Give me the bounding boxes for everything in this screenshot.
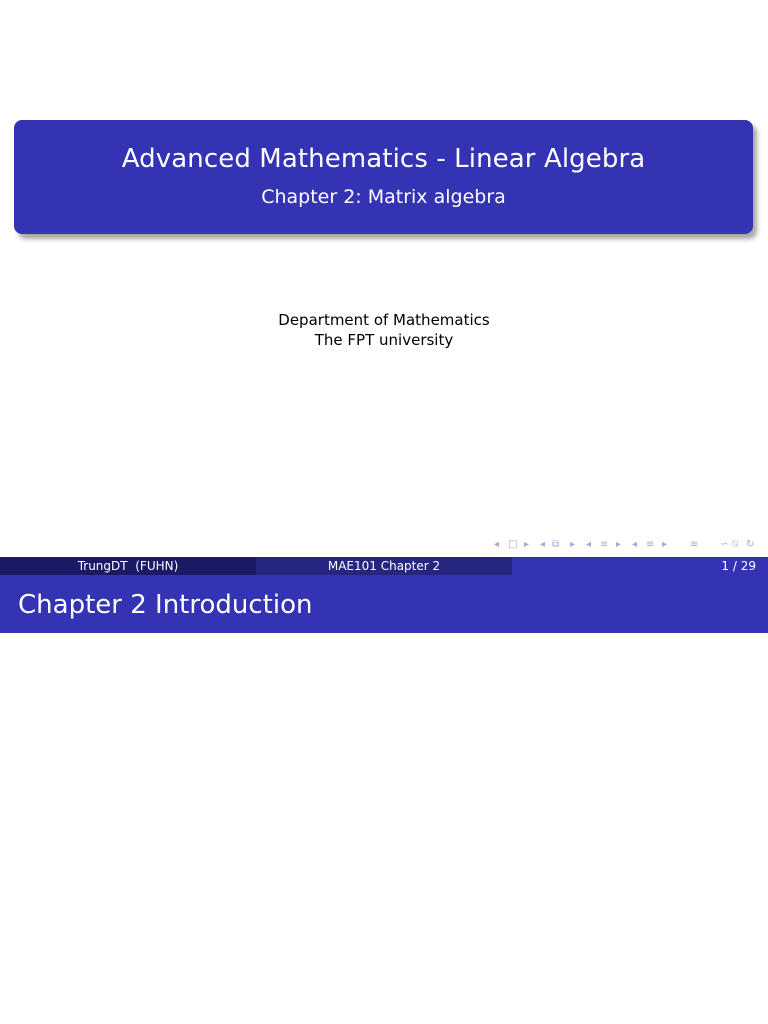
nav-back-icon[interactable]: ↻ [746,539,755,550]
nav-section-right-icon[interactable]: ▸ [616,539,622,550]
footer-page-number: 1 / 29 [721,559,756,573]
beamer-navigation-symbols [494,538,764,552]
nav-zoom-icon[interactable]: ∽ [720,539,729,550]
nav-subsection-right2-icon[interactable]: ▸ [662,539,668,550]
nav-subsection-left2-icon[interactable]: ◂ [632,539,638,550]
frame-title: Chapter 2 Introduction [18,590,313,620]
nav-section-icon[interactable]: ≡ [600,539,609,550]
footer-author [0,557,256,575]
footer-author-text: TrungDT (FUHN) [77,559,179,573]
nav-subsection2-icon[interactable]: ≡ [646,539,655,550]
footer-short-title-text: MAE101 Chapter 2 [327,559,441,573]
slide-footer [0,557,768,575]
institute-university: The FPT university [314,331,454,349]
nav-subsection-right-icon[interactable]: ▸ [570,539,576,550]
presentation-subtitle: Chapter 2: Matrix algebra [261,186,506,208]
institute-department: Department of Mathematics [278,311,490,329]
nav-frame-left-icon[interactable]: ◂ [494,539,500,550]
nav-frame-icon[interactable]: □ [508,539,518,550]
nav-subsection-left-icon[interactable]: ◂ [540,539,546,550]
nav-search-icon[interactable]: ⍉ [732,539,738,550]
footer-page [512,557,768,575]
footer-short-title [256,557,512,575]
nav-frame-right-icon[interactable]: ▸ [524,539,530,550]
nav-align-icon[interactable]: ≡ [690,539,699,550]
presentation-title: Advanced Mathematics - Linear Algebra [121,144,646,174]
frame-title-bar [0,575,768,633]
title-block [14,120,753,234]
institute-block [0,310,768,350]
nav-section-left-icon[interactable]: ◂ [586,539,592,550]
nav-subsection-icon[interactable]: ⧉ [552,539,560,550]
